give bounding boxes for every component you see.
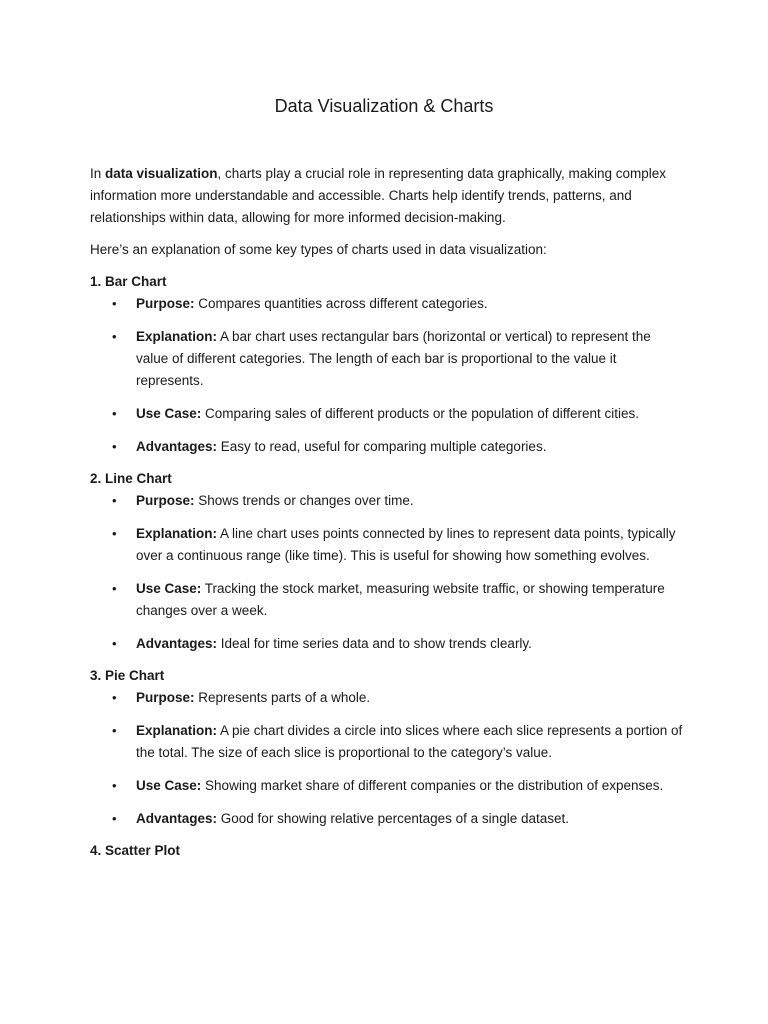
bullet-icon: • [112, 296, 117, 311]
bullet-list [90, 490, 685, 655]
item-text: Showing market share of different companies or the distribution of expenses. [201, 778, 664, 793]
item-text: Comparing sales of different products or the population of different cities. [201, 406, 640, 421]
list-item [90, 633, 685, 655]
bullet-icon: • [112, 329, 117, 344]
bullet-icon: • [112, 723, 117, 738]
item-term: Advantages: [136, 811, 218, 826]
section-heading: 4. Scatter Plot [90, 843, 181, 858]
bullet-list [90, 293, 685, 458]
list-item [90, 578, 685, 622]
item-term: Advantages: [136, 636, 218, 651]
bullet-icon: • [112, 690, 117, 705]
list-item [90, 436, 685, 458]
intro-paragraph [90, 163, 685, 229]
item-text: Shows trends or changes over time. [194, 493, 414, 508]
bullet-icon: • [112, 439, 117, 454]
intro-prefix: In [90, 166, 106, 181]
item-term: Explanation: [136, 329, 218, 344]
section-heading: 2. Line Chart [90, 471, 172, 486]
list-item [90, 523, 685, 567]
document-title: Data Visualization & Charts [274, 96, 494, 116]
list-item [90, 490, 685, 512]
item-term: Advantages: [136, 439, 218, 454]
item-text: A bar chart uses rectangular bars (horizontal or vertical) to represent the value of different categories. The length of each bar is proportional to the value it represents. [136, 329, 651, 388]
bullet-icon: • [112, 526, 117, 541]
bullet-icon: • [112, 493, 117, 508]
item-text: Ideal for time series data and to show trends clearly. [217, 636, 532, 651]
item-term: Purpose: [136, 493, 195, 508]
item-term: Use Case: [136, 778, 202, 793]
item-term: Use Case: [136, 581, 202, 596]
item-term: Explanation: [136, 723, 218, 738]
list-item [90, 403, 685, 425]
bullet-list [90, 687, 685, 830]
item-text: A pie chart divides a circle into slices where each slice represents a portion of the total. The size of each slice is proportional to the category’s value. [136, 723, 683, 760]
item-text: Represents parts of a whole. [194, 690, 371, 705]
list-item [90, 775, 685, 797]
bullet-icon: • [112, 811, 117, 826]
list-item [90, 293, 685, 315]
intro-suffix: , charts play a crucial role in representing data graphically, making complex information more understandable and accessible. Charts help identify trends, patterns, and relationships within data, allowing for more informed decision-making. [90, 166, 667, 225]
item-text: A line chart uses points connected by lines to represent data points, typically over a continuous range (like time). This is useful for showing how something evolves. [136, 526, 676, 563]
bullet-icon: • [112, 636, 117, 651]
list-item [90, 687, 685, 709]
bullet-icon: • [112, 581, 117, 596]
list-item [90, 808, 685, 830]
lead-paragraph: Here’s an explanation of some key types of charts used in data visualization: [90, 242, 547, 257]
document-body [90, 163, 685, 862]
list-item [90, 720, 685, 764]
section-heading: 3. Pie Chart [90, 668, 165, 683]
item-text: Good for showing relative percentages of a single dataset. [217, 811, 569, 826]
item-term: Use Case: [136, 406, 202, 421]
bullet-icon: • [112, 778, 117, 793]
item-term: Purpose: [136, 690, 195, 705]
item-text: Tracking the stock market, measuring website traffic, or showing temperature changes over a week. [136, 581, 665, 618]
intro-bold-term: data visualization [105, 166, 218, 181]
item-text: Easy to read, useful for comparing multiple categories. [217, 439, 547, 454]
bullet-icon: • [112, 406, 117, 421]
item-text: Compares quantities across different categories. [194, 296, 488, 311]
item-term: Explanation: [136, 526, 218, 541]
list-item [90, 326, 685, 392]
item-term: Purpose: [136, 296, 195, 311]
section-heading: 1. Bar Chart [90, 274, 167, 289]
